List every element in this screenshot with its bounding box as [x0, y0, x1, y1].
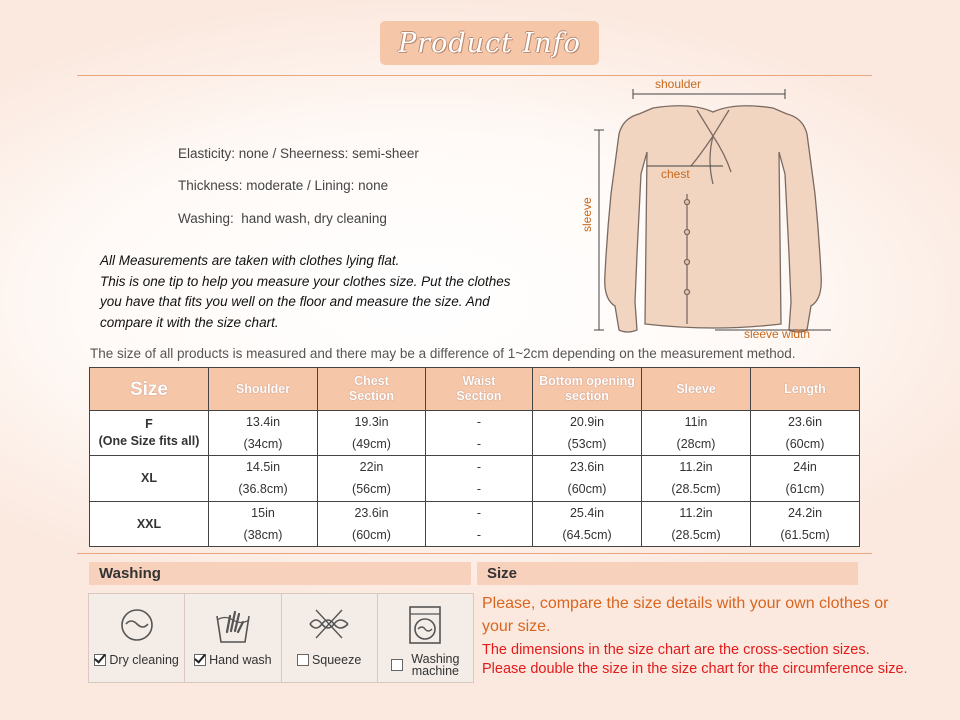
washing-machine-checkbox[interactable] — [391, 659, 403, 671]
wash-label: Dry cleaning — [109, 653, 179, 667]
table-row — [90, 411, 860, 456]
header-bottom-opening: Bottom opening section — [533, 368, 642, 411]
size-chart-table — [89, 367, 860, 547]
wash-item-hand-wash — [185, 594, 281, 682]
blouse-illustration — [575, 74, 845, 346]
table-cell: 23.6in (60cm) — [533, 456, 642, 501]
wash-item-squeeze — [282, 594, 378, 682]
table-cell: 11in (28cm) — [642, 411, 751, 456]
wash-item-washing-machine — [378, 594, 473, 682]
table-cell: 11.2in (28.5cm) — [642, 456, 751, 501]
header-waist-section: Waist Section — [426, 368, 533, 411]
table-cell: 11.2in (28.5cm) — [642, 501, 751, 546]
bottom-divider — [77, 553, 872, 554]
hand-wash-checkbox[interactable] — [194, 654, 206, 666]
wash-label: Squeeze — [311, 653, 362, 667]
hand-wash-icon — [208, 602, 258, 646]
spec-elasticity: Elasticity: none / Sheerness: semi-sheer — [178, 146, 419, 161]
header-shoulder: Shoulder — [209, 368, 318, 411]
measurement-tips — [100, 251, 560, 333]
washing-machine-icon — [400, 602, 450, 646]
row-label: F (One Size fits all) — [90, 411, 209, 456]
sleeve-label: sleeve — [580, 197, 594, 232]
table-row — [90, 456, 860, 501]
spec-washing: Washing: hand wash, dry cleaning — [178, 211, 387, 226]
table-cell: - - — [426, 411, 533, 456]
washing-section-title: Washing — [89, 562, 471, 585]
size-warning — [482, 641, 908, 679]
sleeve-width-label: sleeve width — [744, 327, 811, 341]
row-label: XL — [90, 456, 209, 501]
table-header-row — [90, 368, 860, 411]
tip-line: All Measurements are taken with clothes lying flat. — [100, 253, 400, 268]
wash-label: Hand wash — [209, 653, 272, 667]
measurement-note: The size of all products is measured and there may be a difference of 1~2cm depending on the measurement method. — [90, 346, 796, 361]
no-wring-icon — [304, 602, 354, 646]
size-section-title: Size — [477, 562, 858, 585]
tip-line: compare it with the size chart. — [100, 314, 279, 330]
table-cell: 24.2in (61.5cm) — [751, 501, 860, 546]
wash-label: Washing machine — [411, 652, 460, 678]
table-cell: 23.6in (60cm) — [318, 501, 426, 546]
table-cell: - - — [426, 501, 533, 546]
tip-line: This is one tip to help you measure your clothes size. Put the clothes — [100, 273, 511, 289]
size-warning-line: Please double the size in the size chart for the circumference size. — [482, 661, 908, 677]
dry-cleaning-checkbox[interactable] — [94, 654, 106, 666]
size-warning-line: The dimensions in the size chart are the cross-section sizes. — [482, 642, 870, 658]
header-length: Length — [751, 368, 860, 411]
dry-cleaning-icon — [112, 602, 162, 646]
shoulder-label: shoulder — [655, 77, 702, 91]
table-cell: 20.9in (53cm) — [533, 411, 642, 456]
table-cell: 22in (56cm) — [318, 456, 426, 501]
spec-thickness: Thickness: moderate / Lining: none — [178, 178, 389, 193]
table-cell: 19.3in (49cm) — [318, 411, 426, 456]
title-banner — [380, 21, 599, 65]
table-cell: 14.5in (36.8cm) — [209, 456, 318, 501]
wash-item-dry-cleaning — [89, 594, 185, 682]
row-label: XXL — [90, 501, 209, 546]
tip-line: you have that fits you well on the floor and measure the size. And — [100, 294, 490, 309]
page-title: Product Info — [398, 27, 581, 59]
header-sleeve: Sleeve — [642, 368, 751, 411]
table-row — [90, 501, 860, 546]
chest-label: chest — [661, 167, 690, 181]
header-size: Size — [90, 368, 209, 411]
washing-instructions — [88, 593, 474, 683]
table-cell: 25.4in (64.5cm) — [533, 501, 642, 546]
header-chest-section: Chest Section — [318, 368, 426, 411]
squeeze-checkbox[interactable] — [297, 654, 309, 666]
table-cell: 23.6in (60cm) — [751, 411, 860, 456]
table-cell: - - — [426, 456, 533, 501]
table-cell: 15in (38cm) — [209, 501, 318, 546]
table-cell: 24in (61cm) — [751, 456, 860, 501]
table-cell: 13.4in (34cm) — [209, 411, 318, 456]
size-advice: Please, compare the size details with your own clothes or your size. — [482, 595, 889, 635]
blouse-icon — [605, 106, 822, 332]
